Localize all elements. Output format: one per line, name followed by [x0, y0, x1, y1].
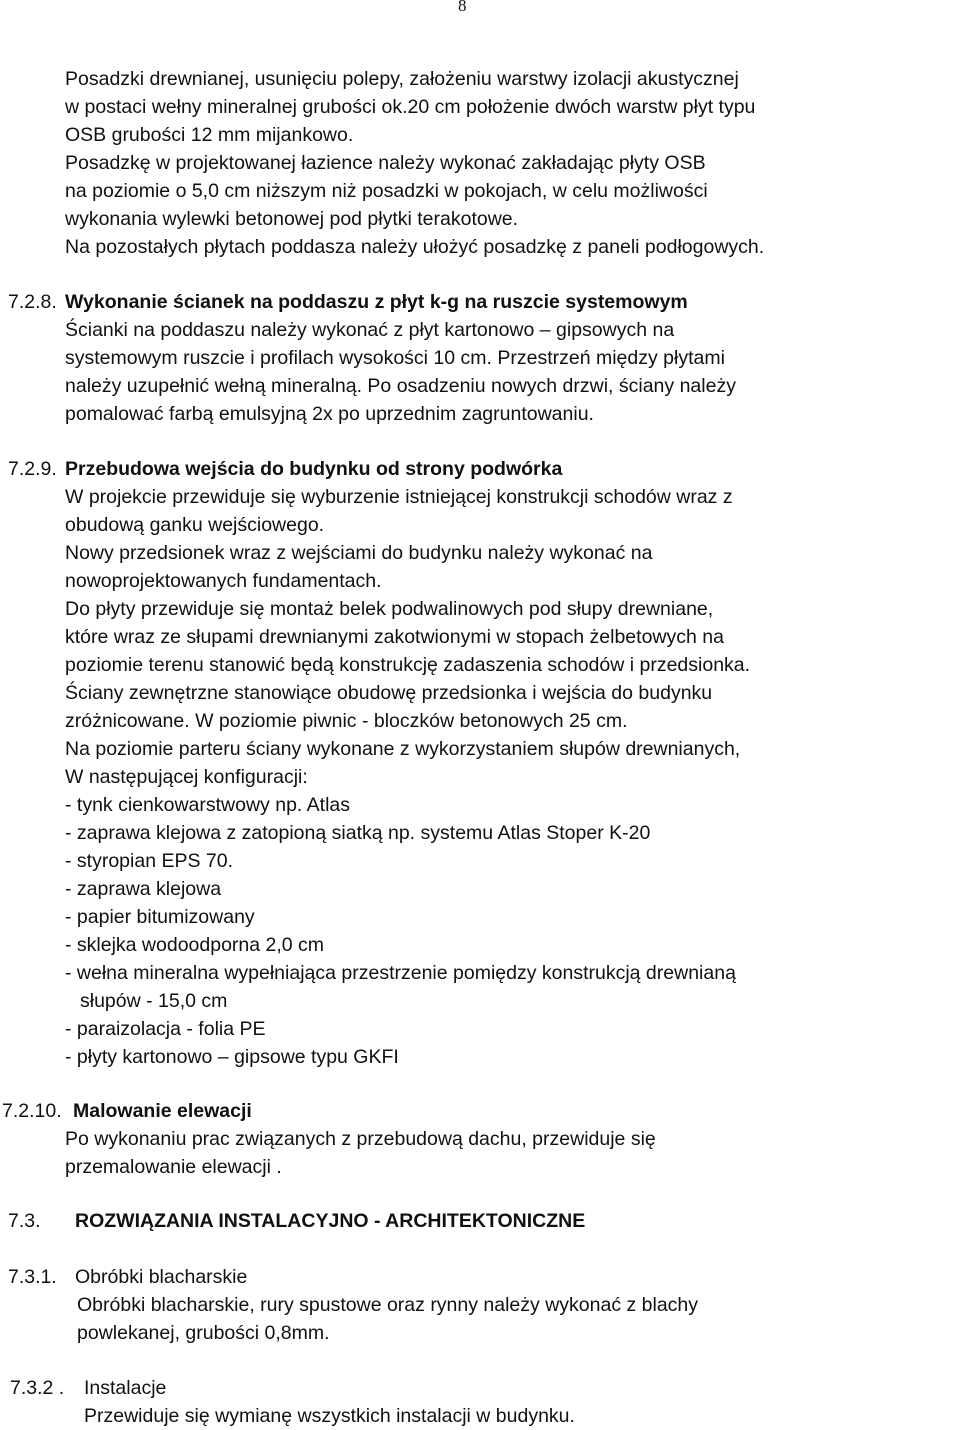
text-line: zróżnicowane. W poziomie piwnic - bloczków betonowych 25 cm. [65, 710, 628, 732]
section-heading: Malowanie elewacji [73, 1100, 252, 1122]
section-heading: Instalacje [84, 1377, 167, 1399]
text-line: przemalowanie elewacji . [65, 1156, 282, 1178]
section-heading: Przebudowa wejścia do budynku od strony podwórka [65, 458, 563, 480]
list-item: - sklejka wodoodporna 2,0 cm [65, 934, 325, 956]
text-line: Na pozostałych płytach poddasza należy ułożyć posadzkę z paneli podłogowych. [65, 236, 765, 258]
section-heading: Wykonanie ścianek na poddaszu z płyt k-g na ruszcie systemowym [65, 291, 688, 313]
text-line: Po wykonaniu prac związanych z przebudową dachu, przewiduje się [65, 1128, 656, 1150]
section-number: 7.2.10. [2, 1100, 62, 1122]
section-number: 7.2.9. [8, 458, 57, 480]
list-item-continuation: słupów - 15,0 cm [80, 990, 228, 1012]
text-line: obudową ganku wejściowego. [65, 514, 325, 536]
text-line: Na poziomie parteru ściany wykonane z wykorzystaniem słupów drewnianych, [65, 738, 741, 760]
text-line: poziomie terenu stanowić będą konstrukcję zadaszenia schodów i przedsionka. [65, 654, 751, 676]
text-line: Obróbki blacharskie, rury spustowe oraz rynny należy wykonać z blachy [77, 1294, 699, 1316]
text-line: należy uzupełnić wełną mineralną. Po osadzeniu nowych drzwi, ściany należy [65, 375, 736, 397]
text-line: W następującej konfiguracji: [65, 766, 308, 788]
text-line: pomalować farbą emulsyjną 2x po uprzednim zagruntowaniu. [65, 403, 594, 425]
text-line: wykonania wylewki betonowej pod płytki terakotowe. [65, 208, 519, 230]
list-item: - papier bitumizowany [65, 906, 255, 928]
list-item: - styropian EPS 70. [65, 850, 233, 872]
text-line: OSB grubości 12 mm mijankowo. [65, 124, 354, 146]
text-line: Posadzki drewnianej, usunięciu polepy, założeniu warstwy izolacji akustycznej [65, 68, 739, 90]
text-line: w postaci wełny mineralnej grubości ok.20 cm położenie dwóch warstw płyt typu [65, 96, 756, 118]
text-line: Do płyty przewiduje się montaż belek podwalinowych pod słupy drewniane, [65, 598, 714, 620]
list-item: - zaprawa klejowa z zatopioną siatką np. systemu Atlas Stoper K-20 [65, 822, 651, 844]
list-item: - zaprawa klejowa [65, 878, 222, 900]
text-line: Nowy przedsionek wraz z wejściami do budynku należy wykonać na [65, 542, 653, 564]
text-line: które wraz ze słupami drewnianymi zakotwionymi w stopach żelbetowych na [65, 626, 724, 648]
text-line: Przewiduje się wymianę wszystkich instalacji w budynku. [84, 1405, 575, 1427]
text-line: systemowym ruszcie i profilach wysokości 10 cm. Przestrzeń między płytami [65, 347, 725, 369]
list-item: - wełna mineralna wypełniająca przestrzenie pomiędzy konstrukcją drewnianą [65, 962, 736, 984]
section-number: 7.3.2 . [10, 1377, 65, 1399]
page-number: 8 [458, 0, 467, 15]
text-line: Posadzkę w projektowanej łazience należy wykonać zakładając płyty OSB [65, 152, 706, 174]
text-line: powlekanej, grubości 0,8mm. [77, 1322, 330, 1344]
list-item: - paraizolacja - folia PE [65, 1018, 266, 1040]
text-line: na poziomie o 5,0 cm niższym niż posadzki w pokojach, w celu możliwości [65, 180, 708, 202]
section-number: 7.3. [8, 1210, 41, 1232]
text-line: nowoprojektowanych fundamentach. [65, 570, 382, 592]
section-heading: ROZWIĄZANIA INSTALACYJNO - ARCHITEKTONICZNE [75, 1210, 586, 1232]
text-line: Ścianki na poddaszu należy wykonać z płyt kartonowo – gipsowych na [65, 319, 675, 341]
list-item: - tynk cienkowarstwowy np. Atlas [65, 794, 351, 816]
section-heading: Obróbki blacharskie [75, 1266, 248, 1288]
section-number: 7.3.1. [8, 1266, 57, 1288]
text-line: W projekcie przewiduje się wyburzenie istniejącej konstrukcji schodów wraz z [65, 486, 733, 508]
section-number: 7.2.8. [8, 291, 57, 313]
list-item: - płyty kartonowo – gipsowe typu GKFI [65, 1046, 399, 1068]
text-line: Ściany zewnętrzne stanowiące obudowę przedsionka i wejścia do budynku [65, 682, 713, 704]
